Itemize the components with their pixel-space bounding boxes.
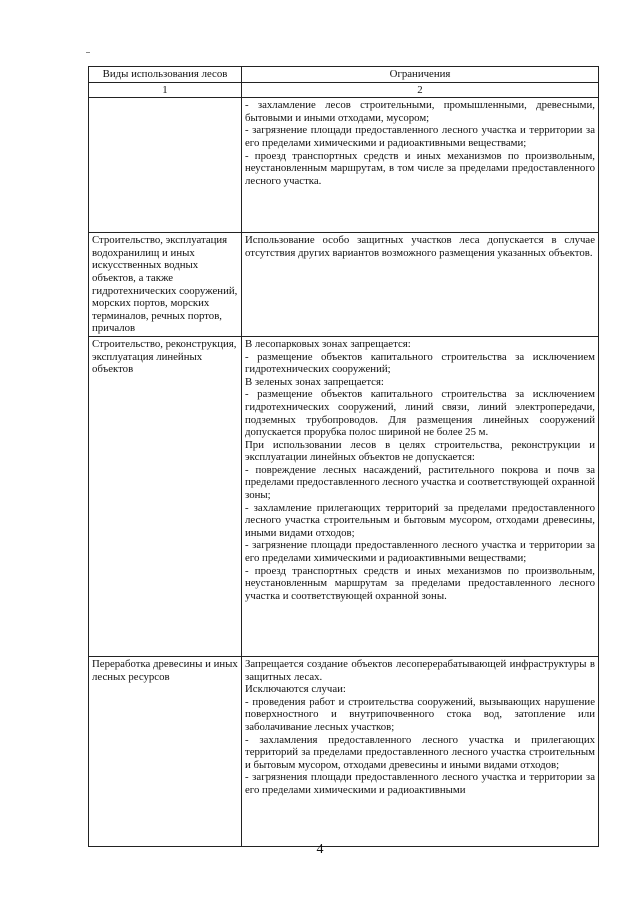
restriction-line: - загрязнение площади предоставленного лесного участка и территории за его пределами химическими и радиоактивными веществами; bbox=[245, 539, 595, 565]
restriction-line: - захламление лесов строительными, промышленными, древесными, бытовыми и иными отходами, мусором; bbox=[245, 99, 595, 124]
scan-mark bbox=[86, 52, 90, 53]
forest-use-text: Переработка древесины и иных лесных ресурсов bbox=[92, 657, 238, 683]
forest-use-cell bbox=[89, 656, 242, 846]
column-number-row bbox=[89, 82, 599, 98]
table-row bbox=[89, 336, 599, 656]
restriction-line: - проведения работ и строительства сооружений, вызывающих нарушение поверхностного и внутрипочвенного стока вод, затопление или заболачивание лесных участков; bbox=[245, 695, 595, 733]
forest-use-cell bbox=[89, 336, 242, 656]
header-forest-use: Виды использования лесов bbox=[89, 67, 242, 83]
restriction-line: В лесопарковых зонах запрещается: bbox=[245, 337, 411, 350]
column-number-1: 1 bbox=[89, 82, 242, 98]
restriction-line: - размещение объектов капитального строительства за исключением гидротехнических сооружений; bbox=[245, 350, 595, 376]
restriction-line: - захламления предоставленного лесного участка и прилегающих территорий за пределами предоставленного лесного участка строительным и бытовым мусором, отходами древесины и иными видами отходов; bbox=[245, 733, 595, 771]
restrictions-cell bbox=[242, 336, 599, 656]
restriction-line: В зеленых зонах запрещается: bbox=[245, 375, 384, 388]
restriction-line: При использовании лесов в целях строительства, реконструкции и эксплуатации линейных объектов не допускается: bbox=[245, 438, 595, 464]
restriction-line: - проезд транспортных средств и иных механизмов по произвольным, неустановленным маршрутам за пределами предоставленного лесного участка и соответствующей охранной зоны. bbox=[245, 564, 595, 602]
forest-use-cell bbox=[89, 98, 242, 233]
page-number: 4 bbox=[316, 842, 324, 857]
restriction-line: - загрязнение площади предоставленного лесного участка и территории за его пределами химическими и радиоактивными веществами; bbox=[245, 124, 595, 149]
forest-use-cell bbox=[89, 233, 242, 337]
restriction-line: - проезд транспортных средств и иных механизмов по произвольным, неустановленным маршрутам, в том числе за пределами предоставленного лесного участка. bbox=[245, 149, 595, 187]
restrictions-cell bbox=[242, 656, 599, 846]
table-row bbox=[89, 656, 599, 846]
table-row bbox=[89, 233, 599, 337]
header-restrictions: Ограничения bbox=[242, 67, 599, 83]
table-row bbox=[89, 98, 599, 233]
forest-use-text: Строительство, эксплуатация водохранилищ и иных искусственных водных объектов, а также гидротехнических сооружений, морских портов, морских терминалов, речных портов, причалов bbox=[92, 234, 238, 335]
restrictions-cell bbox=[242, 98, 599, 233]
restriction-line: Исключаются случаи: bbox=[245, 683, 346, 696]
restriction-line: - повреждение лесных насаждений, растительного покрова и почв за пределами предоставленного лесного участка и соответствующей охранной зоны; bbox=[245, 463, 595, 502]
header-row bbox=[89, 67, 599, 83]
restriction-line: Использование особо защитных участков леса допускается в случае отсутствия других вариантов возможного размещения указанных объектов. bbox=[245, 234, 595, 259]
column-number-2: 2 bbox=[242, 82, 599, 98]
restrictions-table bbox=[88, 66, 599, 847]
forest-use-text: Строительство, реконструкция, эксплуатация линейных объектов bbox=[92, 337, 237, 376]
restrictions-cell bbox=[242, 233, 599, 337]
restriction-line: - загрязнения площади предоставленного лесного участка и территории за его пределами химическими и радиоактивными bbox=[245, 771, 595, 796]
restriction-line: Запрещается создание объектов лесоперерабатывающей инфраструктуры в защитных лесах. bbox=[245, 657, 595, 683]
restriction-line: - захламление прилегающих территорий за пределами предоставленного лесного участка строительным и бытовым мусором, отходами древесины, иными видами отходов; bbox=[245, 501, 595, 539]
restriction-line: - размещение объектов капитального строительства за исключением гидротехнических сооружений, линий связи, линий электропередачи, подземных трубопроводов. Для размещения линейных сооружений допускается прорубка полос шириной не более 25 м. bbox=[245, 388, 595, 439]
